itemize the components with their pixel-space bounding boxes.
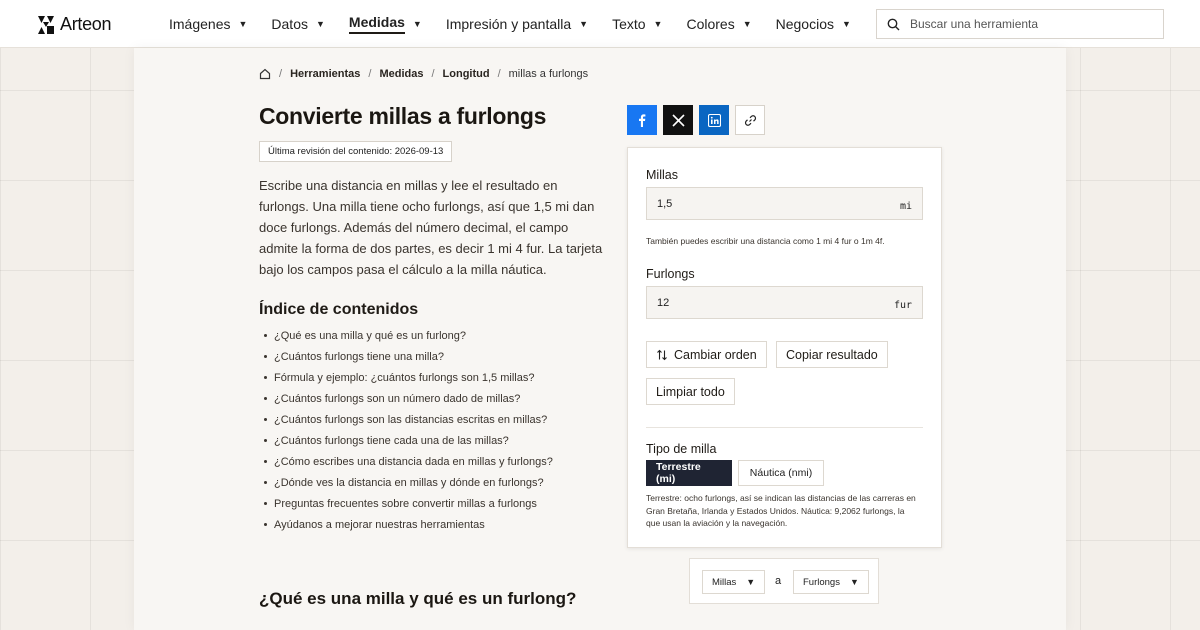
nav-item-medidas[interactable] — [349, 0, 422, 48]
mile-type-label: Tipo de milla — [646, 442, 717, 456]
toc-link[interactable]: ¿Dónde ves la distancia en millas y dónde en furlongs? — [274, 476, 553, 497]
caret-down-icon: ▼ — [842, 19, 851, 29]
breadcrumb-link-longitud[interactable]: Longitud — [442, 68, 490, 80]
toc-link[interactable]: ¿Cuántos furlongs tiene una milla? — [274, 350, 553, 371]
swap-arrows-icon — [656, 349, 668, 361]
breadcrumb-separator: / — [279, 68, 283, 80]
nav-label: Imágenes — [169, 16, 231, 32]
swap-order-button[interactable] — [646, 341, 767, 368]
copy-result-button[interactable] — [776, 341, 888, 368]
furlongs-field[interactable] — [646, 286, 923, 319]
copy-link-button[interactable] — [735, 105, 765, 135]
miles-input[interactable] — [657, 198, 900, 210]
breadcrumb-separator: / — [497, 68, 501, 80]
breadcrumb — [259, 68, 588, 80]
toc-link[interactable]: ¿Qué es una milla y qué es un furlong? — [274, 329, 553, 350]
toc-heading: Índice de contenidos — [259, 301, 419, 318]
to-unit-value: Furlongs — [803, 576, 840, 588]
nav-label: Colores — [686, 16, 735, 32]
share-buttons — [627, 105, 765, 135]
swap-order-label: Cambiar orden — [674, 347, 757, 362]
unit-selector — [689, 558, 879, 604]
nav-item-datos[interactable] — [271, 0, 325, 48]
toc-link[interactable]: Ayúdanos a mejorar nuestras herramientas — [274, 518, 553, 539]
nav-item-impresion[interactable] — [446, 0, 588, 48]
share-x-button[interactable] — [663, 105, 693, 135]
toc-link[interactable]: ¿Cuántos furlongs son las distancias escritas en millas? — [274, 413, 553, 434]
copy-result-label: Copiar resultado — [786, 347, 878, 362]
clear-all-button[interactable] — [646, 378, 735, 405]
nav-label: Impresión y pantalla — [445, 16, 572, 32]
page-title: Convierte millas a furlongs — [259, 103, 547, 129]
share-facebook-button[interactable] — [627, 105, 657, 135]
input-format-hint: También puedes escribir una distancia como 1 mi 4 fur o 1m 4f. — [646, 236, 885, 246]
nav-label: Medidas — [349, 14, 405, 34]
breadcrumb-separator: / — [368, 68, 372, 80]
caret-down-icon: ▼ — [412, 19, 422, 29]
breadcrumb-link-medidas[interactable]: Medidas — [379, 68, 424, 80]
toc-link[interactable]: ¿Cómo escribes una distancia dada en millas y furlongs? — [274, 455, 553, 476]
caret-down-icon: ▼ — [238, 19, 248, 29]
furlongs-unit: fur — [893, 300, 912, 311]
mile-type-option-terrestre[interactable]: Terrestre (mi) — [646, 460, 732, 486]
furlongs-input[interactable] — [657, 297, 894, 309]
search-box[interactable] — [876, 9, 1164, 39]
mile-type-description: Terrestre: ocho furlongs, así se indican las distancias de las carreras en Gran Bretaña, Irlanda y Estados Unidos. Náutica: 9,2062 furlongs, la que usan la aviación y la navegación. — [646, 493, 916, 528]
nav-item-imagenes[interactable] — [169, 0, 247, 48]
toc-link[interactable]: ¿Cuántos furlongs son un número dado de millas? — [274, 392, 553, 413]
converter-card — [627, 147, 942, 548]
search-input[interactable] — [910, 17, 1150, 31]
search-icon — [887, 18, 900, 31]
from-unit-value: Millas — [712, 576, 737, 588]
from-unit-select[interactable] — [702, 570, 765, 594]
toc-link[interactable]: ¿Cuántos furlongs tiene cada una de las millas? — [274, 434, 553, 455]
miles-label: Millas — [646, 168, 678, 182]
mile-type-option-nautica[interactable]: Náutica (nmi) — [738, 460, 824, 486]
facebook-icon — [635, 113, 649, 127]
arteon-logo-icon — [38, 16, 54, 34]
breadcrumb-link-herramientas[interactable]: Herramientas — [290, 68, 361, 80]
nav-label: Texto — [612, 16, 646, 32]
unit-separator: a — [775, 575, 782, 587]
clear-all-label: Limpiar todo — [656, 384, 725, 399]
caret-down-icon: ▼ — [746, 577, 756, 587]
breadcrumb-current: millas a furlongs — [508, 68, 589, 80]
section-heading: ¿Qué es una milla y qué es un furlong? — [259, 589, 577, 608]
toc-link[interactable]: Preguntas frecuentes sobre convertir millas a furlongs — [274, 497, 553, 518]
miles-unit: mi — [899, 201, 912, 212]
brand-name: Arteon — [60, 14, 112, 34]
nav-item-colores[interactable] — [686, 0, 751, 48]
caret-down-icon: ▼ — [742, 19, 752, 29]
link-icon — [744, 114, 757, 127]
nav-label: Negocios — [775, 16, 834, 32]
brand-logo[interactable] — [38, 14, 111, 35]
linkedin-icon — [708, 114, 721, 127]
caret-down-icon: ▼ — [315, 19, 325, 29]
to-unit-select[interactable] — [793, 570, 869, 594]
share-linkedin-button[interactable] — [699, 105, 729, 135]
main-menu — [169, 0, 875, 48]
caret-down-icon: ▼ — [849, 577, 859, 587]
divider — [646, 427, 923, 428]
intro-paragraph: Escribe una distancia en millas y lee el resultado en furlongs. Una milla tiene ocho furlongs, así que 1,5 mi dan doce furlongs. Además del número decimal, el campo admite la forma de dos partes, es decir 1 mi 4 fur. La tarjeta bajo los campos pasa el cálculo a la milla náutica. — [259, 178, 603, 277]
caret-down-icon: ▼ — [579, 19, 589, 29]
toc-link[interactable]: Fórmula y ejemplo: ¿cuántos furlongs son 1,5 millas? — [274, 371, 553, 392]
x-icon — [672, 114, 685, 127]
nav-label: Datos — [271, 16, 308, 32]
miles-field[interactable] — [646, 187, 923, 220]
caret-down-icon: ▼ — [653, 19, 663, 29]
breadcrumb-separator: / — [431, 68, 435, 80]
review-date-badge: Última revisión del contenido: 2026-09-13 — [259, 141, 452, 162]
nav-item-texto[interactable] — [612, 0, 662, 48]
top-navigation-bar — [0, 0, 1200, 48]
furlongs-label: Furlongs — [646, 267, 695, 281]
table-of-contents — [274, 329, 553, 539]
nav-item-negocios[interactable] — [776, 0, 851, 48]
home-icon[interactable] — [259, 68, 271, 80]
